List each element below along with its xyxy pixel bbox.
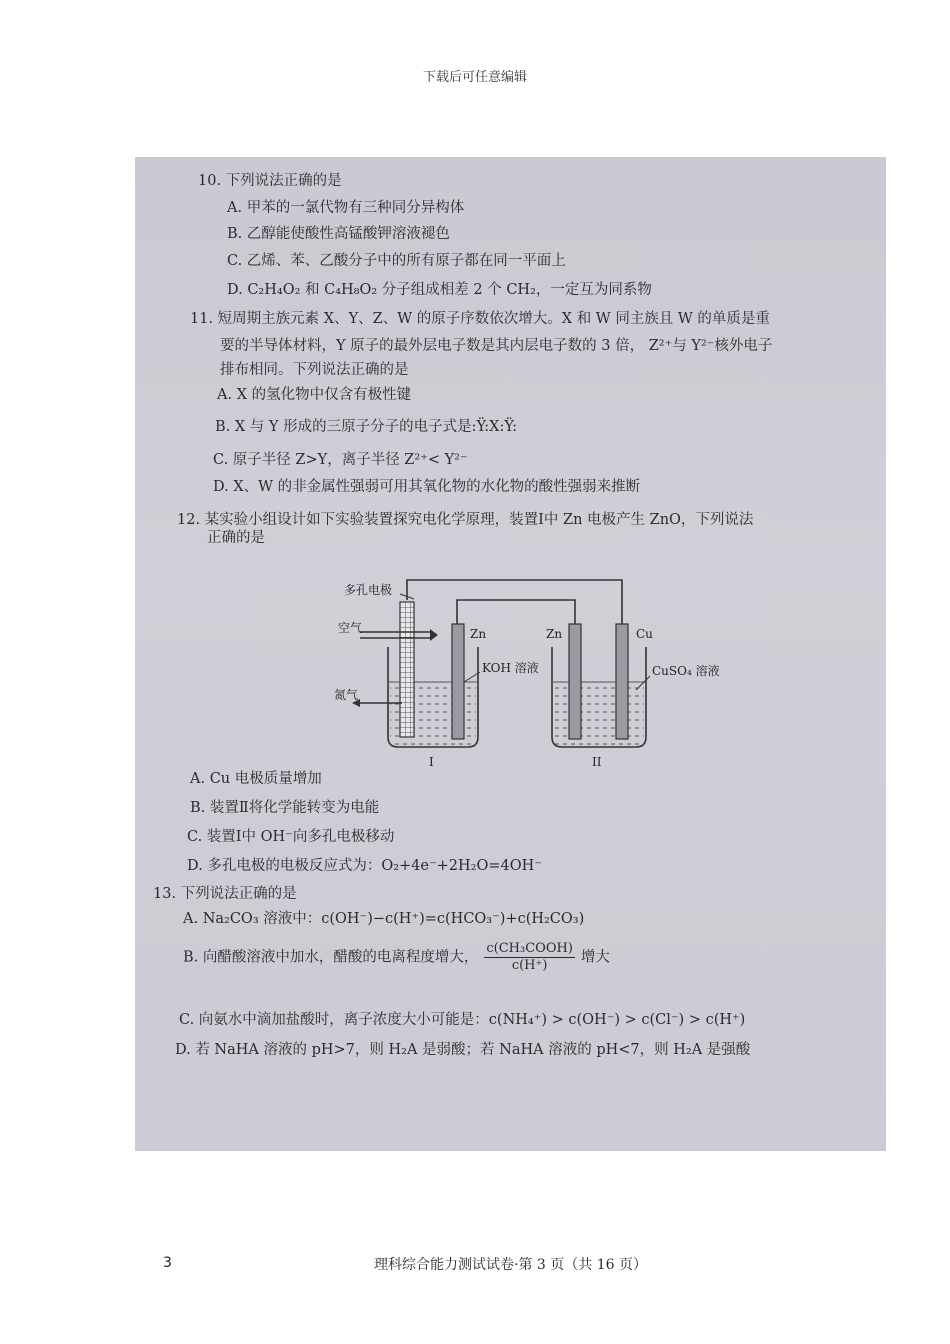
q10-option-a: A. 甲苯的一氯代物有三种同分异构体 (227, 200, 465, 216)
q12-option-d: D. 多孔电极的电极反应式为：O₂+4e⁻+2H₂O=4OH⁻ (187, 858, 542, 874)
q12-stem-line2: 正确的是 (207, 530, 265, 546)
q11-option-b: B. X 与 Y 形成的三原子分子的电子式是:Ÿ:X:Ÿ: (215, 419, 518, 435)
label-nitrogen: 氮气 (334, 688, 359, 702)
q10-option-b: B. 乙醇能使酸性高锰酸钾溶液褪色 (227, 226, 450, 242)
electrochemistry-apparatus-diagram (330, 572, 720, 772)
q13-option-a: A. Na₂CO₃ 溶液中：c(OH⁻)−c(H⁺)=c(HCO₃⁻)+c(H₂CO₃) (183, 911, 585, 927)
concentration-ratio-fraction (484, 941, 575, 974)
q13-option-b-text: B. 向醋酸溶液中加水，醋酸的电离程度增大， (183, 949, 479, 966)
q11-option-a: A. X 的氢化物中仅含有极性键 (217, 387, 412, 403)
q11-stem-line2: 要的半导体材料，Y 原子的最外层电子数是其内层电子数的 3 倍， Z²⁺与 Y²⁻核外电子 (220, 338, 773, 354)
q11-stem-line1: 11. 短周期主族元素 X、Y、Z、W 的原子序数依次增大。X 和 W 同主族且 W 的单质是重 (190, 311, 770, 327)
q12-stem-line1: 12. 某实验小组设计如下实验装置探究电化学原理，装置Ⅰ中 Zn 电极产生 ZnO，下列说法 (177, 512, 754, 528)
q11-stem-line3: 排布相同。下列说法正确的是 (220, 362, 409, 378)
cuso4-solution-liquid (554, 682, 644, 745)
inner-wire (457, 600, 575, 624)
q13-option-c: C. 向氨水中滴加盐酸时，离子浓度大小可能是：c(NH₄⁺) > c(OH⁻) > c(Cl⁻) > c(H⁺) (179, 1012, 746, 1028)
label-koh-solution: KOH 溶液 (482, 661, 539, 675)
q12-option-a: A. Cu 电极质量增加 (190, 771, 322, 787)
page-number: 3 (163, 1255, 172, 1271)
q12-option-b: B. 装置Ⅱ将化学能转变为电能 (190, 800, 380, 816)
zn-electrode-ii (569, 624, 581, 739)
q10-option-c: C. 乙烯、苯、乙酸分子中的所有原子都在同一平面上 (227, 253, 566, 269)
q13-option-b (183, 941, 610, 974)
q13-stem: 13. 下列说法正确的是 (153, 886, 297, 902)
label-cu: Cu (636, 627, 653, 641)
label-zn-ii: Zn (546, 627, 563, 641)
q11-option-c: C. 原子半径 Z>Y，离子半径 Z²⁺< Y²⁻ (213, 452, 468, 468)
q11-option-d: D. X、W 的非金属性强弱可用其氧化物的水化物的酸性强弱来推断 (213, 479, 641, 495)
label-air: 空气 (338, 621, 363, 635)
page-header: 下载后可任意编辑 (422, 70, 527, 85)
q13-option-d: D. 若 NaHA 溶液的 pH>7，则 H₂A 是弱酸；若 NaHA 溶液的 pH<7，则 H₂A 是强酸 (175, 1042, 751, 1058)
porous-electrode (400, 602, 414, 737)
exam-page-footer: 理科综合能力测试试卷·第 3 页（共 16 页） (374, 1257, 647, 1273)
q10-option-d: D. C₂H₄O₂ 和 C₄H₈O₂ 分子组成相差 2 个 CH₂，一定互为同系物 (227, 282, 652, 298)
label-zn-i: Zn (470, 627, 487, 641)
zn-electrode-i (452, 624, 464, 739)
label-cuso4-solution: CuSO₄ 溶液 (652, 664, 720, 678)
cu-electrode (616, 624, 628, 739)
label-apparatus-i: I (429, 755, 434, 769)
fraction-denominator: c(H⁺) (511, 958, 548, 973)
label-apparatus-ii: II (592, 755, 602, 769)
q12-option-c: C. 装置Ⅰ中 OH⁻向多孔电极移动 (187, 829, 395, 845)
outer-wire (407, 580, 622, 624)
q10-stem: 10. 下列说法正确的是 (198, 173, 342, 189)
air-inflow-arrow (430, 629, 438, 641)
scanned-exam-page (135, 157, 886, 1273)
fraction-numerator: c(CH₃COOH) (486, 941, 573, 956)
q13-option-b-suffix: 增大 (580, 949, 610, 966)
label-porous-electrode: 多孔电极 (344, 583, 393, 597)
